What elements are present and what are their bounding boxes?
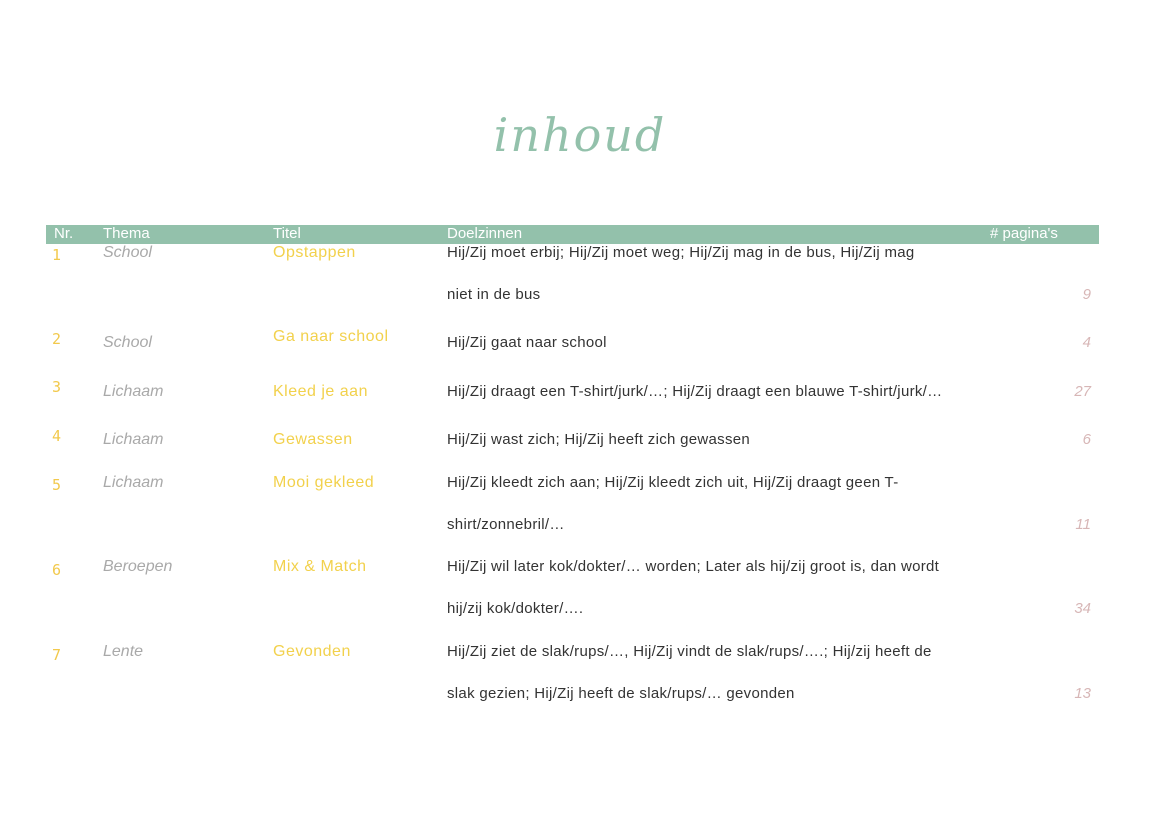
row-paginas: 34 (1074, 600, 1091, 617)
table-header (46, 225, 1099, 244)
row-nr: 4 (52, 427, 62, 445)
header-paginas: # pagina's (990, 225, 1058, 242)
row-doelzin-line1: Hij/Zij moet erbij; Hij/Zij moet weg; Hij/Zij mag in de bus, Hij/Zij mag (447, 244, 915, 261)
row-thema: School (103, 244, 152, 261)
row-thema: Beroepen (103, 558, 173, 575)
row-titel: Ga naar school (273, 328, 389, 345)
row-doelzin-line2: shirt/zonnebril/… (447, 516, 565, 533)
row-doelzin-line1: Hij/Zij kleedt zich aan; Hij/Zij kleedt zich uit, Hij/Zij draagt geen T- (447, 474, 899, 491)
row-thema: Lente (103, 643, 144, 660)
row-nr: 5 (52, 476, 62, 494)
row-doelzin-line1: Hij/Zij gaat naar school (447, 334, 607, 351)
row-paginas: 6 (1082, 431, 1091, 448)
row-doelzin-line2: niet in de bus (447, 286, 541, 303)
row-paginas: 9 (1082, 286, 1091, 303)
row-doelzin-line1: Hij/Zij wast zich; Hij/Zij heeft zich gewassen (447, 431, 751, 448)
row-nr: 3 (52, 378, 62, 396)
row-paginas: 11 (1075, 516, 1091, 533)
row-titel: Gewassen (273, 431, 353, 448)
header-titel: Titel (273, 225, 301, 242)
row-thema: Lichaam (103, 383, 164, 400)
row-thema: School (103, 334, 152, 351)
row-thema: Lichaam (103, 474, 164, 491)
row-doelzin-line2: slak gezien; Hij/Zij heeft de slak/rups/… gevonden (447, 685, 795, 702)
row-titel: Mix & Match (273, 558, 367, 575)
row-titel: Kleed je aan (273, 383, 368, 400)
row-thema: Lichaam (103, 431, 164, 448)
page-title: inhoud (493, 108, 667, 162)
row-titel: Opstappen (273, 244, 356, 261)
row-nr: 1 (52, 246, 62, 264)
row-doelzin-line1: Hij/Zij draagt een T-shirt/jurk/…; Hij/Zij draagt een blauwe T-shirt/jurk/… (447, 383, 943, 400)
row-paginas: 27 (1074, 383, 1091, 400)
row-nr: 7 (52, 646, 62, 664)
header-doelzinnen: Doelzinnen (447, 225, 523, 242)
row-titel: Mooi gekleed (273, 474, 375, 491)
row-paginas: 13 (1074, 685, 1091, 702)
row-titel: Gevonden (273, 643, 351, 660)
row-nr: 2 (52, 330, 62, 348)
row-doelzin-line1: Hij/Zij ziet de slak/rups/…, Hij/Zij vindt de slak/rups/….; Hij/zij heeft de (447, 643, 932, 660)
header-nr: Nr. (54, 225, 74, 242)
row-doelzin-line2: hij/zij kok/dokter/…. (447, 600, 584, 617)
header-thema: Thema (103, 225, 150, 242)
row-paginas: 4 (1082, 334, 1091, 351)
row-doelzin-line1: Hij/Zij wil later kok/dokter/… worden; Later als hij/zij groot is, dan wordt (447, 558, 940, 575)
row-nr: 6 (52, 561, 62, 579)
